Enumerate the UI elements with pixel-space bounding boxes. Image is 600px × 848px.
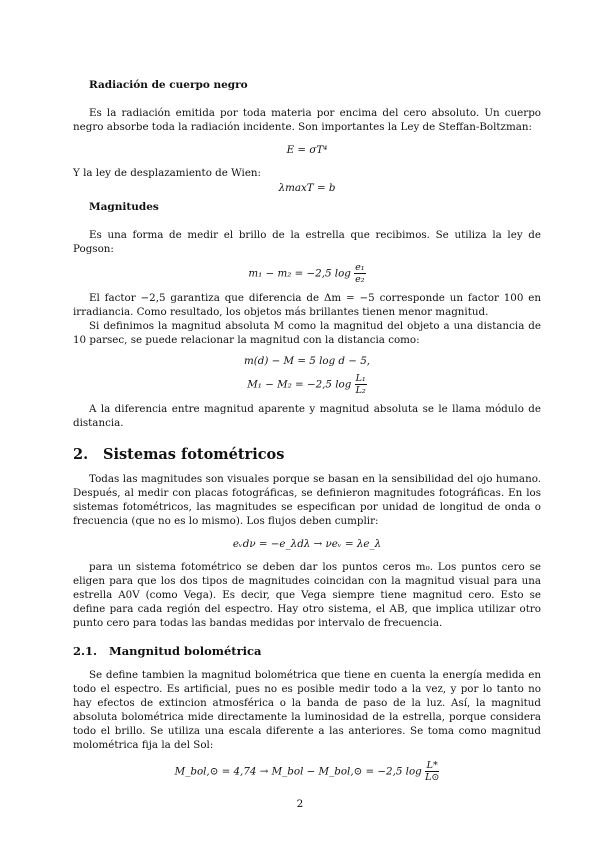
eq-bol-numerator: L* xyxy=(426,760,438,771)
eq-pogson-lhs: m₁ − m₂ = −2,5 log xyxy=(248,267,351,280)
equation-pogson xyxy=(73,262,541,285)
section-title: Sistemas fotométricos xyxy=(103,446,285,463)
section-heading-photometric xyxy=(73,448,541,462)
equation-wien: λmaxT = b xyxy=(278,182,336,194)
paragraph-bolometric: Se define tambien la magnitud bolométrica que tiene en cuenta la energía medida en todo el espectro. Es artificial, pues no es posible medir todo a la vez, y por lo tanto no hay efectos de extincion atmosférica o la banda de paso de la luz. Así, la magnitud absoluta bolométrica mide directamente la luminosidad de la estrella, porque considera todo el brillo. Se utiliza una escala diferente a las anteriores. Se toma como magnitud molométrica fija la del Sol: xyxy=(73,669,541,751)
eq-pogson-numerator: e₁ xyxy=(355,262,365,273)
eq-bol-lhs: M_bol,⊙ = 4,74 → M_bol − M_bol,⊙ = −2,5 log xyxy=(174,765,422,778)
equation-flux: eᵥdν = −e_λdλ → νeᵥ = λe_λ xyxy=(232,538,382,550)
subsection-number: 2.1. xyxy=(73,644,98,658)
eq-abs-lhs: M₁ − M₂ = −2,5 log xyxy=(247,378,352,391)
equation-bolometric xyxy=(73,760,541,783)
heading-magnitudes: Magnitudes xyxy=(89,201,159,213)
paragraph-visual-magnitudes: Todas las magnitudes son visuales porque se basan en la sensibilidad del ojo humano. Después, al medir con placas fotográficas, se definieron magnitudes fotográficas. En los sistemas fotométricos, las magnitudes se especifican por unidad de longitud de onda o frecuencia (que no es lo mismo). Los flujos deben cumplir: xyxy=(73,473,541,527)
page-number: 2 xyxy=(296,798,304,810)
eq-bol-denominator: L⊙ xyxy=(425,772,440,783)
paragraph-zero-points: para un sistema fotométrico se deben dar los puntos ceros m₀. Los puntos cero se eligen para que los dos tipos de magnitudes coincidan con la magnitud visual para una estrella A0V (como Vega). Es decir, que Vega siempre tiene magnitud cero. Esto se define para cada región del espectro. Hay otro sistema, el AB, que implica utilizar otro punto cero para todas las bandas medidas por intervalo de frecuencia. xyxy=(73,561,541,629)
subsection-title: Mangnitud bolométrica xyxy=(109,644,262,658)
eq-pogson-fraction xyxy=(354,262,365,285)
heading-blackbody: Radiación de cuerpo negro xyxy=(89,79,248,91)
eq-abs-denominator: L₂ xyxy=(355,385,366,396)
paragraph-factor: El factor −2,5 garantiza que diferencia de Δm = −5 corresponde un factor 100 en irradiancia. Como resultado, los objetos más brillantes tienen menor magnitud. xyxy=(73,292,541,318)
paragraph-pogson: Es una forma de medir el brillo de la estrella que recibimos. Se utiliza la ley de Pogson: xyxy=(73,229,541,255)
eq-pogson-denominator: e₂ xyxy=(355,274,365,285)
equation-distance: m(d) − M = 5 log d − 5, xyxy=(243,355,371,367)
eq-bol-fraction xyxy=(425,760,439,783)
equation-absolute-luminosity xyxy=(73,373,541,396)
paragraph-blackbody: Es la radiación emitida por toda materia por encima del cero absoluto. Un cuerpo negro absorbe toda la radiación incidente. Son importantes la Ley de Steffan-Boltzman: xyxy=(73,107,541,133)
equation-stefan-boltzmann: E = σT⁴ xyxy=(286,144,328,156)
wien-intro: Y la ley de desplazamiento de Wien: xyxy=(73,167,262,179)
page-content xyxy=(73,78,541,783)
subsection-heading-bolometric xyxy=(73,644,541,658)
section-number: 2. xyxy=(73,446,89,463)
eq-abs-numerator: L₁ xyxy=(355,373,366,384)
paragraph-distance-modulus: A la diferencia entre magnitud aparente y magnitud absoluta se le llama módulo de distancia. xyxy=(73,403,541,429)
eq-abs-fraction xyxy=(355,373,367,396)
paragraph-absolute-magnitude: Si definimos la magnitud absoluta M como la magnitud del objeto a una distancia de 10 parsec, se puede relacionar la magnitud con la distancia como: xyxy=(73,320,541,346)
